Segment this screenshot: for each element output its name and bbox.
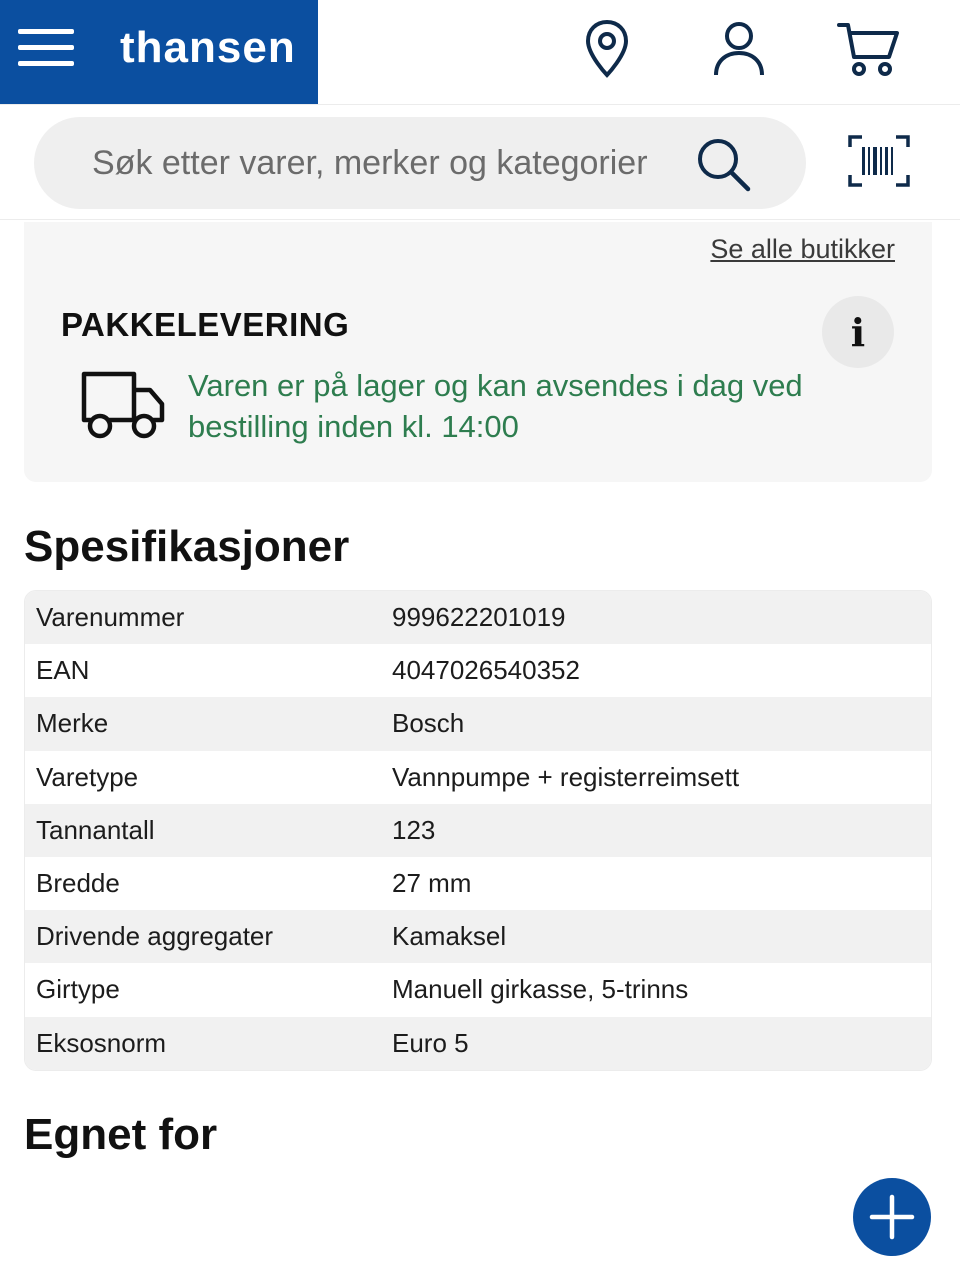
brand-logo[interactable]: thansen <box>120 23 296 72</box>
barcode-scan-icon[interactable] <box>848 133 910 189</box>
spec-key: Tannantall <box>36 814 155 845</box>
truck-icon <box>80 368 168 442</box>
menu-icon[interactable] <box>18 28 76 68</box>
spec-row <box>25 697 931 750</box>
spec-key: Girtype <box>36 974 120 1005</box>
user-icon <box>712 21 766 77</box>
search-box <box>34 117 806 209</box>
spec-value: 999622201019 <box>392 602 566 633</box>
spec-row <box>25 591 931 644</box>
specifications-table <box>24 590 932 1071</box>
spec-row <box>25 963 931 1016</box>
info-icon: i <box>850 309 866 355</box>
cart-button[interactable] <box>834 16 904 82</box>
info-button[interactable] <box>822 296 894 368</box>
spec-value: Vannpumpe + registerreimsett <box>392 761 740 792</box>
spec-row <box>25 804 931 857</box>
spec-value: Euro 5 <box>392 1027 469 1058</box>
spec-key: Merke <box>36 708 109 739</box>
account-button[interactable] <box>704 16 774 82</box>
location-pin-icon <box>584 19 630 79</box>
spec-value: 4047026540352 <box>392 655 580 686</box>
spec-row <box>25 910 931 963</box>
spec-row <box>25 857 931 910</box>
spec-key: Bredde <box>36 868 120 899</box>
search-input[interactable] <box>92 139 692 187</box>
search-bar-row <box>0 105 960 220</box>
expand-button[interactable] <box>853 1178 931 1256</box>
store-locator-button[interactable] <box>572 16 642 82</box>
plus-icon <box>868 1193 916 1241</box>
spec-value: 27 mm <box>392 868 472 899</box>
top-header <box>0 0 960 105</box>
spec-value: Bosch <box>392 708 465 739</box>
spec-value: Manuell girkasse, 5-trinns <box>392 974 689 1005</box>
fits-for-title: Egnet for <box>24 1110 218 1159</box>
spec-key: Varenummer <box>36 602 185 633</box>
search-icon[interactable] <box>694 135 754 195</box>
spec-row <box>25 1017 931 1070</box>
spec-key: Drivende aggregater <box>36 921 274 952</box>
see-all-stores-link[interactable]: Se alle butikker <box>710 234 895 264</box>
brand-block <box>0 0 318 104</box>
stock-status-message: Varen er på lager og kan avsendes i dag ved bestilling inden kl. 14:00 <box>188 368 803 444</box>
cart-icon <box>837 21 901 77</box>
spec-row <box>25 751 931 804</box>
delivery-info-card <box>24 222 932 482</box>
spec-key: EAN <box>36 655 90 686</box>
spec-row <box>25 644 931 697</box>
spec-key: Eksosnorm <box>36 1027 167 1058</box>
spec-key: Varetype <box>36 761 139 792</box>
parcel-delivery-title: PAKKELEVERING <box>61 306 350 343</box>
specifications-title: Spesifikasjoner <box>24 522 350 571</box>
spec-value: Kamaksel <box>392 921 507 952</box>
spec-value: 123 <box>392 814 436 845</box>
